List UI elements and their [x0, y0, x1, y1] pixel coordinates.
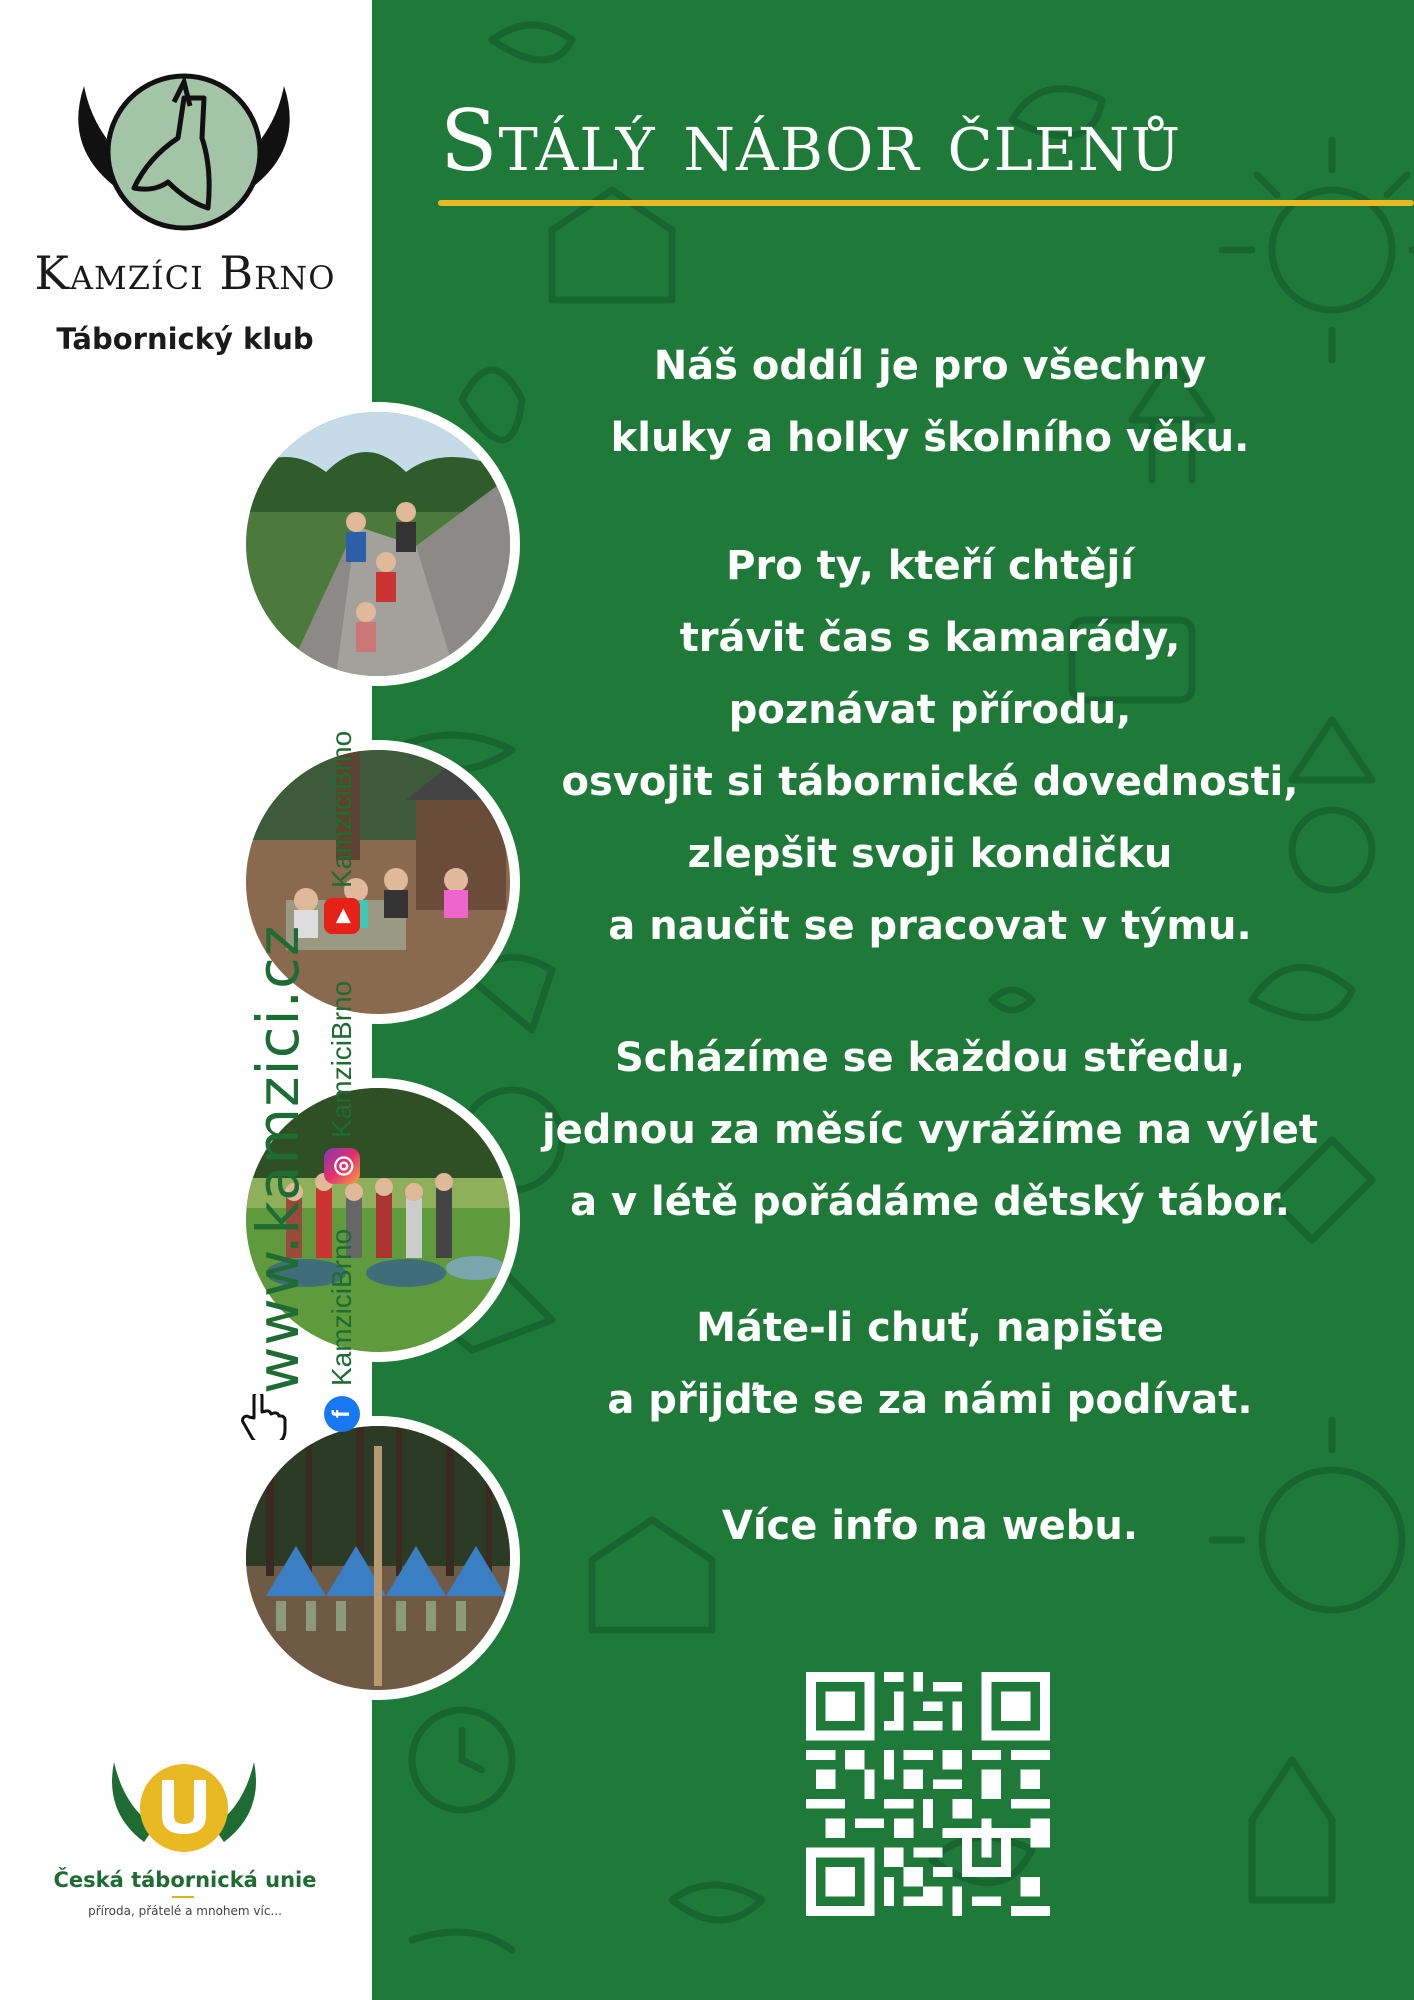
text-line: jednou za měsíc vyrážíme na výlet — [541, 1107, 1319, 1153]
text-line: Máte-li chuť, napište — [696, 1305, 1164, 1351]
contact-column — [238, 672, 418, 1432]
youtube-link[interactable] — [320, 731, 364, 934]
text-line: Více info na webu. — [721, 1503, 1139, 1549]
pointer-hand-icon — [234, 1394, 292, 1440]
heading-underline — [438, 200, 1414, 206]
text-line: Pro ty, kteří chtějí — [726, 543, 1134, 589]
text-line: Scházíme se každou středu, — [614, 1035, 1246, 1081]
facebook-handle: KamziciBrno — [326, 1228, 357, 1386]
text-line: poznávat přírodu, — [728, 687, 1132, 733]
union-tagline: příroda, přátelé a mnohem víc... — [88, 1904, 282, 1918]
instagram-icon: ◎ — [324, 1148, 360, 1184]
text-line: a přijďte se za námi podívat. — [607, 1377, 1253, 1423]
youtube-handle: KamziciBrno — [326, 730, 357, 888]
union-divider — [172, 1896, 194, 1898]
union-logo — [104, 1752, 264, 1862]
text-line: a naučit se pracovat v týmu. — [608, 903, 1252, 949]
instagram-link[interactable] — [320, 981, 364, 1184]
paragraph-benefits — [500, 530, 1360, 962]
club-logo — [66, 68, 302, 236]
text-line: Náš oddíl je pro všechny — [653, 343, 1207, 389]
text-line: kluky a holky školního věku. — [610, 415, 1250, 461]
photo-tent-camp — [236, 1416, 520, 1700]
social-links — [320, 672, 364, 1432]
paragraph-invite — [500, 1292, 1360, 1436]
photo-rock-climbing — [236, 402, 520, 686]
youtube-icon: ▶ — [324, 898, 360, 934]
page-title: Stálý nábor členů — [440, 92, 1182, 190]
paragraph-schedule — [500, 1022, 1360, 1238]
club-subtitle: Tábornický klub — [56, 322, 314, 356]
club-name: Kamzíci Brno — [34, 246, 336, 300]
text-line: zlepšit svoji kondičku — [687, 831, 1173, 877]
text-line: trávit čas s kamarády, — [679, 615, 1181, 661]
website-link[interactable]: www.kamzici.cz — [244, 924, 312, 1394]
text-line: osvojit si tábornické dovednosti, — [561, 759, 1299, 805]
qr-code[interactable] — [806, 1672, 1050, 1916]
instagram-handle: KamziciBrno — [326, 980, 357, 1138]
text-line: a v létě pořádáme dětský tábor. — [570, 1179, 1290, 1225]
facebook-link[interactable] — [320, 1229, 364, 1432]
facebook-icon: f — [324, 1396, 360, 1432]
paragraph-intro — [500, 330, 1360, 474]
union-name: Česká tábornická unie — [53, 1868, 317, 1892]
paragraph-more-info — [500, 1490, 1360, 1562]
